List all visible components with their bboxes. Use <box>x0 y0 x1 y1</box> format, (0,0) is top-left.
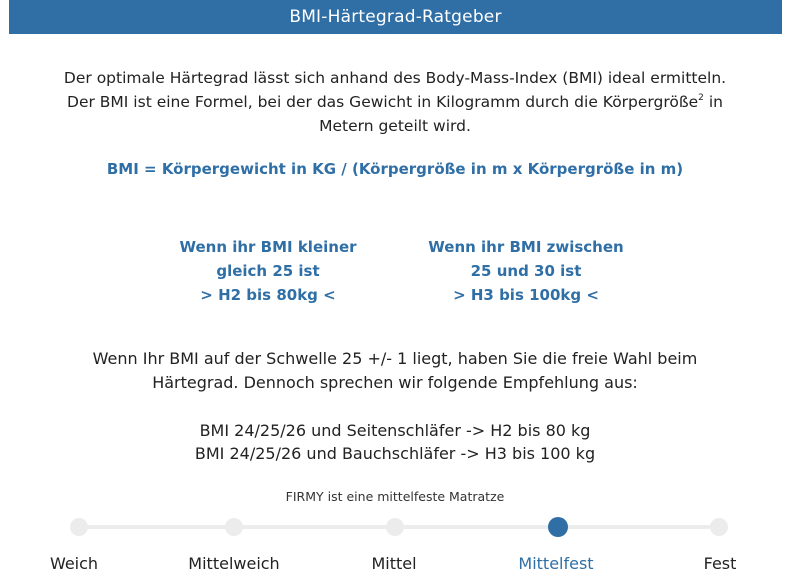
firmness-label-fest: Fest <box>703 554 737 573</box>
rule-h2 <box>138 235 398 307</box>
recommendation-list <box>0 419 790 465</box>
firmness-dot-mittelfest-selected <box>548 517 568 537</box>
recommendation-side-sleeper: BMI 24/25/26 und Seitenschläfer -> H2 bis 80 kg <box>199 421 591 440</box>
intro-text <box>0 66 790 138</box>
rule-h2-line-1: Wenn ihr BMI kleiner <box>179 238 357 256</box>
intro-line-2-end: in <box>703 93 723 111</box>
firmness-dot-mittelweich <box>225 518 243 536</box>
recommendation-stomach-sleeper: BMI 24/25/26 und Bauchschläfer -> H3 bis 100 kg <box>194 444 596 463</box>
intro-line-1: Der optimale Härtegrad lässt sich anhand des Body-Mass-Index (BMI) ideal ermitteln. <box>63 69 727 87</box>
advice-line-1: Wenn Ihr BMI auf der Schwelle 25 +/- 1 liegt, haben Sie die freie Wahl beim <box>92 349 698 368</box>
firmness-label-mittel: Mittel <box>371 554 417 573</box>
rule-h3 <box>396 235 656 307</box>
firmness-label-mittelweich: Mittelweich <box>188 554 280 573</box>
bmi-formula: BMI = Körpergewicht in KG / (Körpergröße in m x Körpergröße in m) <box>106 160 684 178</box>
page-title: BMI-Härtegrad-Ratgeber <box>289 7 502 27</box>
rule-h3-line-2: 25 und 30 ist <box>470 262 582 280</box>
firmness-label-weich: Weich <box>49 554 99 573</box>
page-header <box>9 0 782 34</box>
superscript-two: 2 <box>698 93 704 103</box>
firmness-dot-fest <box>710 518 728 536</box>
rule-h3-line-1: Wenn ihr BMI zwischen <box>428 238 624 256</box>
firmness-dot-weich <box>70 518 88 536</box>
intro-line-2 <box>0 90 790 114</box>
firmness-dot-mittel <box>386 518 404 536</box>
intro-line-3: Metern geteilt wird. <box>319 117 471 135</box>
advice-line-2: Härtegrad. Dennoch sprechen wir folgende Empfehlung aus: <box>152 373 638 392</box>
threshold-advice <box>0 347 790 395</box>
rule-h3-line-3: > H3 bis 100kg < <box>453 286 599 304</box>
intro-line-2-text: Der BMI ist eine Formel, bei der das Gewicht in Kilogramm durch die Körpergröße <box>67 93 699 111</box>
firmness-scale-caption: FIRMY ist eine mittelfeste Matratze <box>285 489 505 504</box>
rule-h2-line-2: gleich 25 ist <box>216 262 320 280</box>
rule-h2-line-3: > H2 bis 80kg < <box>200 286 336 304</box>
firmness-label-mittelfest: Mittelfest <box>518 554 594 573</box>
